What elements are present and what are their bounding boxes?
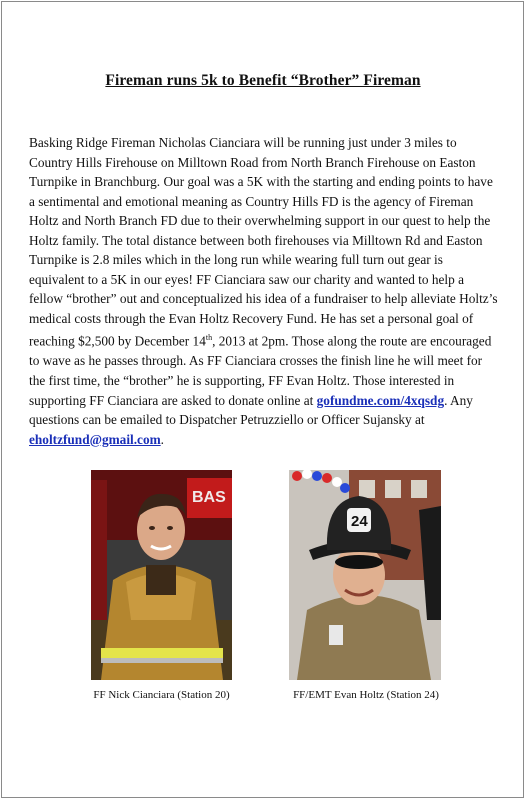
photo-nick-cianciara	[91, 470, 232, 680]
email-link[interactable]: eholtzfund@gmail.com	[29, 431, 161, 447]
caption-evan-holtz: FF/EMT Evan Holtz (Station 24)	[293, 689, 439, 701]
ordinal-suffix: th	[205, 333, 213, 343]
gofundme-link[interactable]: gofundme.com/4xqsdg	[316, 392, 445, 408]
nick-photo-illustration	[91, 470, 232, 680]
caption-nick-cianciara: FF Nick Cianciara (Station 20)	[93, 689, 230, 701]
photo-evan-holtz	[289, 470, 441, 680]
article-title: Fireman runs 5k to Benefit “Brother” Fireman	[105, 72, 421, 89]
body-text-part-4: .	[160, 431, 164, 447]
article-body	[29, 133, 499, 449]
body-text-part-1: Basking Ridge Fireman Nicholas Cianciara will be running just under 3 miles to Country Hills Firehouse on Milltown Road from North Branch Firehouse on Easton Turnpike in Branchburg. Our goal was a 5K with the starting and ending points to have a sentimental and emotional meaning as Country Hills FD is the agency of Fireman Holtz and North Branch FD due to their overwhelming support in our quest to help the Holtz family. The total distance between both firehouses via Milltown Rd and Easton Turnpike is 2.8 miles which in the long run while wearing full turn out gear is equivalent to a 5K in our eyes! FF Cianciara saw our charity and wanted to help a fellow “brother” out and conceptualized his idea of a fundraiser to help alleviate Holtz’s medical costs through the Evan Holtz Recovery Fund. He has set a personal goal of reaching $2,500 by December 14	[29, 135, 498, 349]
body-text-part-2: , 2013 at 2pm. Those along the route are encouraged to wave as he passes through. As FF Cianciara crosses the finish line he will meet for the first time, the “brother” he is supporting, FF Evan Holtz. Those interested in supporting FF Cianciara are asked to donate online at	[29, 333, 492, 408]
helmet-number: 24	[351, 513, 368, 530]
truck-sign-text: BAS	[192, 489, 226, 506]
evan-photo-illustration	[289, 470, 441, 680]
body-text-part-3: . Any questions can be emailed to Dispatcher Petruzziello or Officer Sujansky at	[29, 392, 473, 428]
